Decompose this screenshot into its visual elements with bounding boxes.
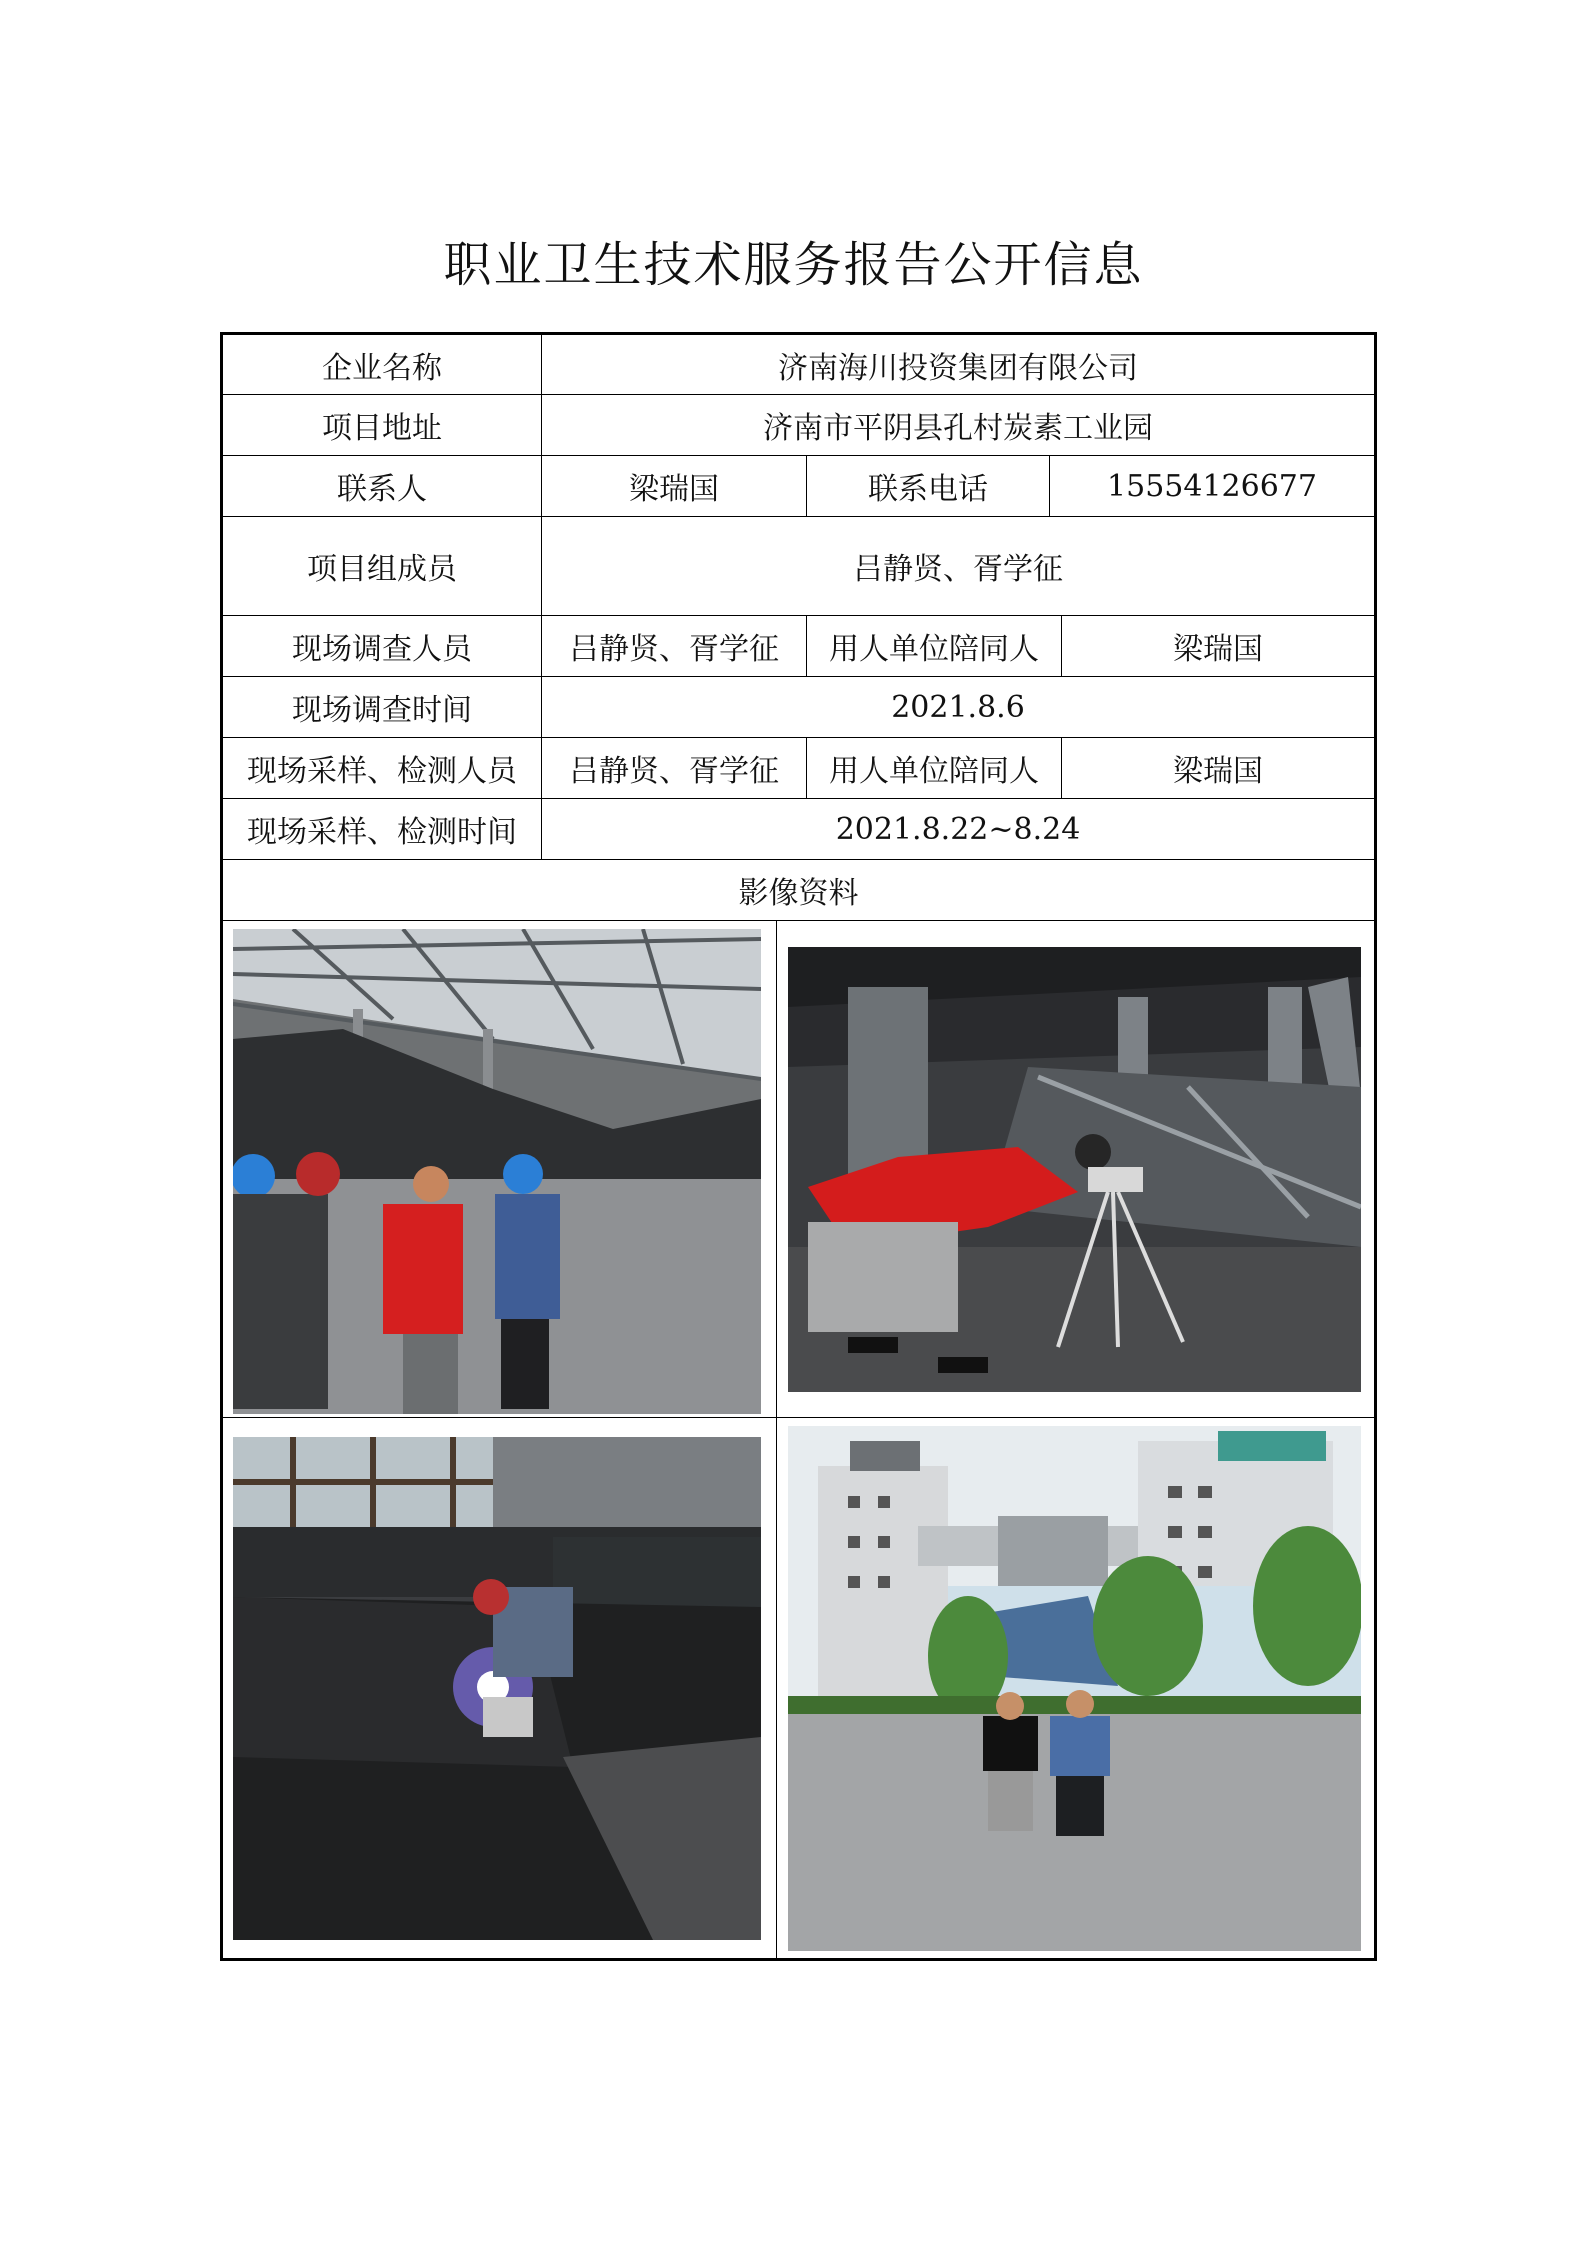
- phone-label: 联系电话: [807, 456, 1050, 517]
- company-value: 济南海川投资集团有限公司: [542, 334, 1376, 395]
- images-header: 影像资料: [222, 860, 1376, 921]
- survey-staff-label: 现场调查人员: [222, 616, 542, 677]
- survey-accompany-value: 梁瑞国: [1062, 616, 1376, 677]
- members-value: 吕静贤、胥学征: [542, 517, 1376, 616]
- photo-welding-workshop: [233, 1437, 761, 1940]
- row-survey-time: [222, 677, 1376, 738]
- survey-time-label: 现场调查时间: [222, 677, 542, 738]
- row-survey-staff: [222, 616, 1376, 677]
- address-label: 项目地址: [222, 395, 542, 456]
- contact-value: 梁瑞国: [542, 456, 807, 517]
- photo-noise-measurement: [788, 947, 1361, 1392]
- contact-label: 联系人: [222, 456, 542, 517]
- sampling-staff-label: 现场采样、检测人员: [222, 738, 542, 799]
- phone-value: 15554126677: [1050, 456, 1376, 517]
- sampling-staff-value: 吕静贤、胥学征: [542, 738, 807, 799]
- row-photos: [222, 921, 1376, 1960]
- sampling-accompany-label: 用人单位陪同人: [807, 738, 1062, 799]
- info-table: [220, 332, 1377, 1961]
- photo-coal-shed-inspection: [233, 929, 761, 1414]
- survey-accompany-label: 用人单位陪同人: [807, 616, 1062, 677]
- row-contact: [222, 456, 1376, 517]
- company-label: 企业名称: [222, 334, 542, 395]
- members-label: 项目组成员: [222, 517, 542, 616]
- photo-box-3: [223, 1418, 777, 1958]
- survey-staff-value: 吕静贤、胥学征: [542, 616, 807, 677]
- row-sampling-time: [222, 799, 1376, 860]
- photo-grid: [223, 921, 1374, 1958]
- photos-cell: [222, 921, 1376, 1960]
- row-members: [222, 517, 1376, 616]
- row-sampling-staff: [222, 738, 1376, 799]
- address-value: 济南市平阴县孔村炭素工业园: [542, 395, 1376, 456]
- photo-box-2: [777, 921, 1374, 1418]
- photo-box-4: [777, 1418, 1374, 1958]
- row-address: [222, 395, 1376, 456]
- sampling-time-value: 2021.8.22~8.24: [542, 799, 1376, 860]
- survey-time-value: 2021.8.6: [542, 677, 1376, 738]
- row-company: [222, 334, 1376, 395]
- sampling-accompany-value: 梁瑞国: [1062, 738, 1376, 799]
- sampling-time-label: 现场采样、检测时间: [222, 799, 542, 860]
- row-images-header: [222, 860, 1376, 921]
- document-title: 职业卫生技术服务报告公开信息: [443, 237, 1144, 293]
- photo-factory-entrance: [788, 1426, 1361, 1951]
- photo-box-1: [223, 921, 777, 1418]
